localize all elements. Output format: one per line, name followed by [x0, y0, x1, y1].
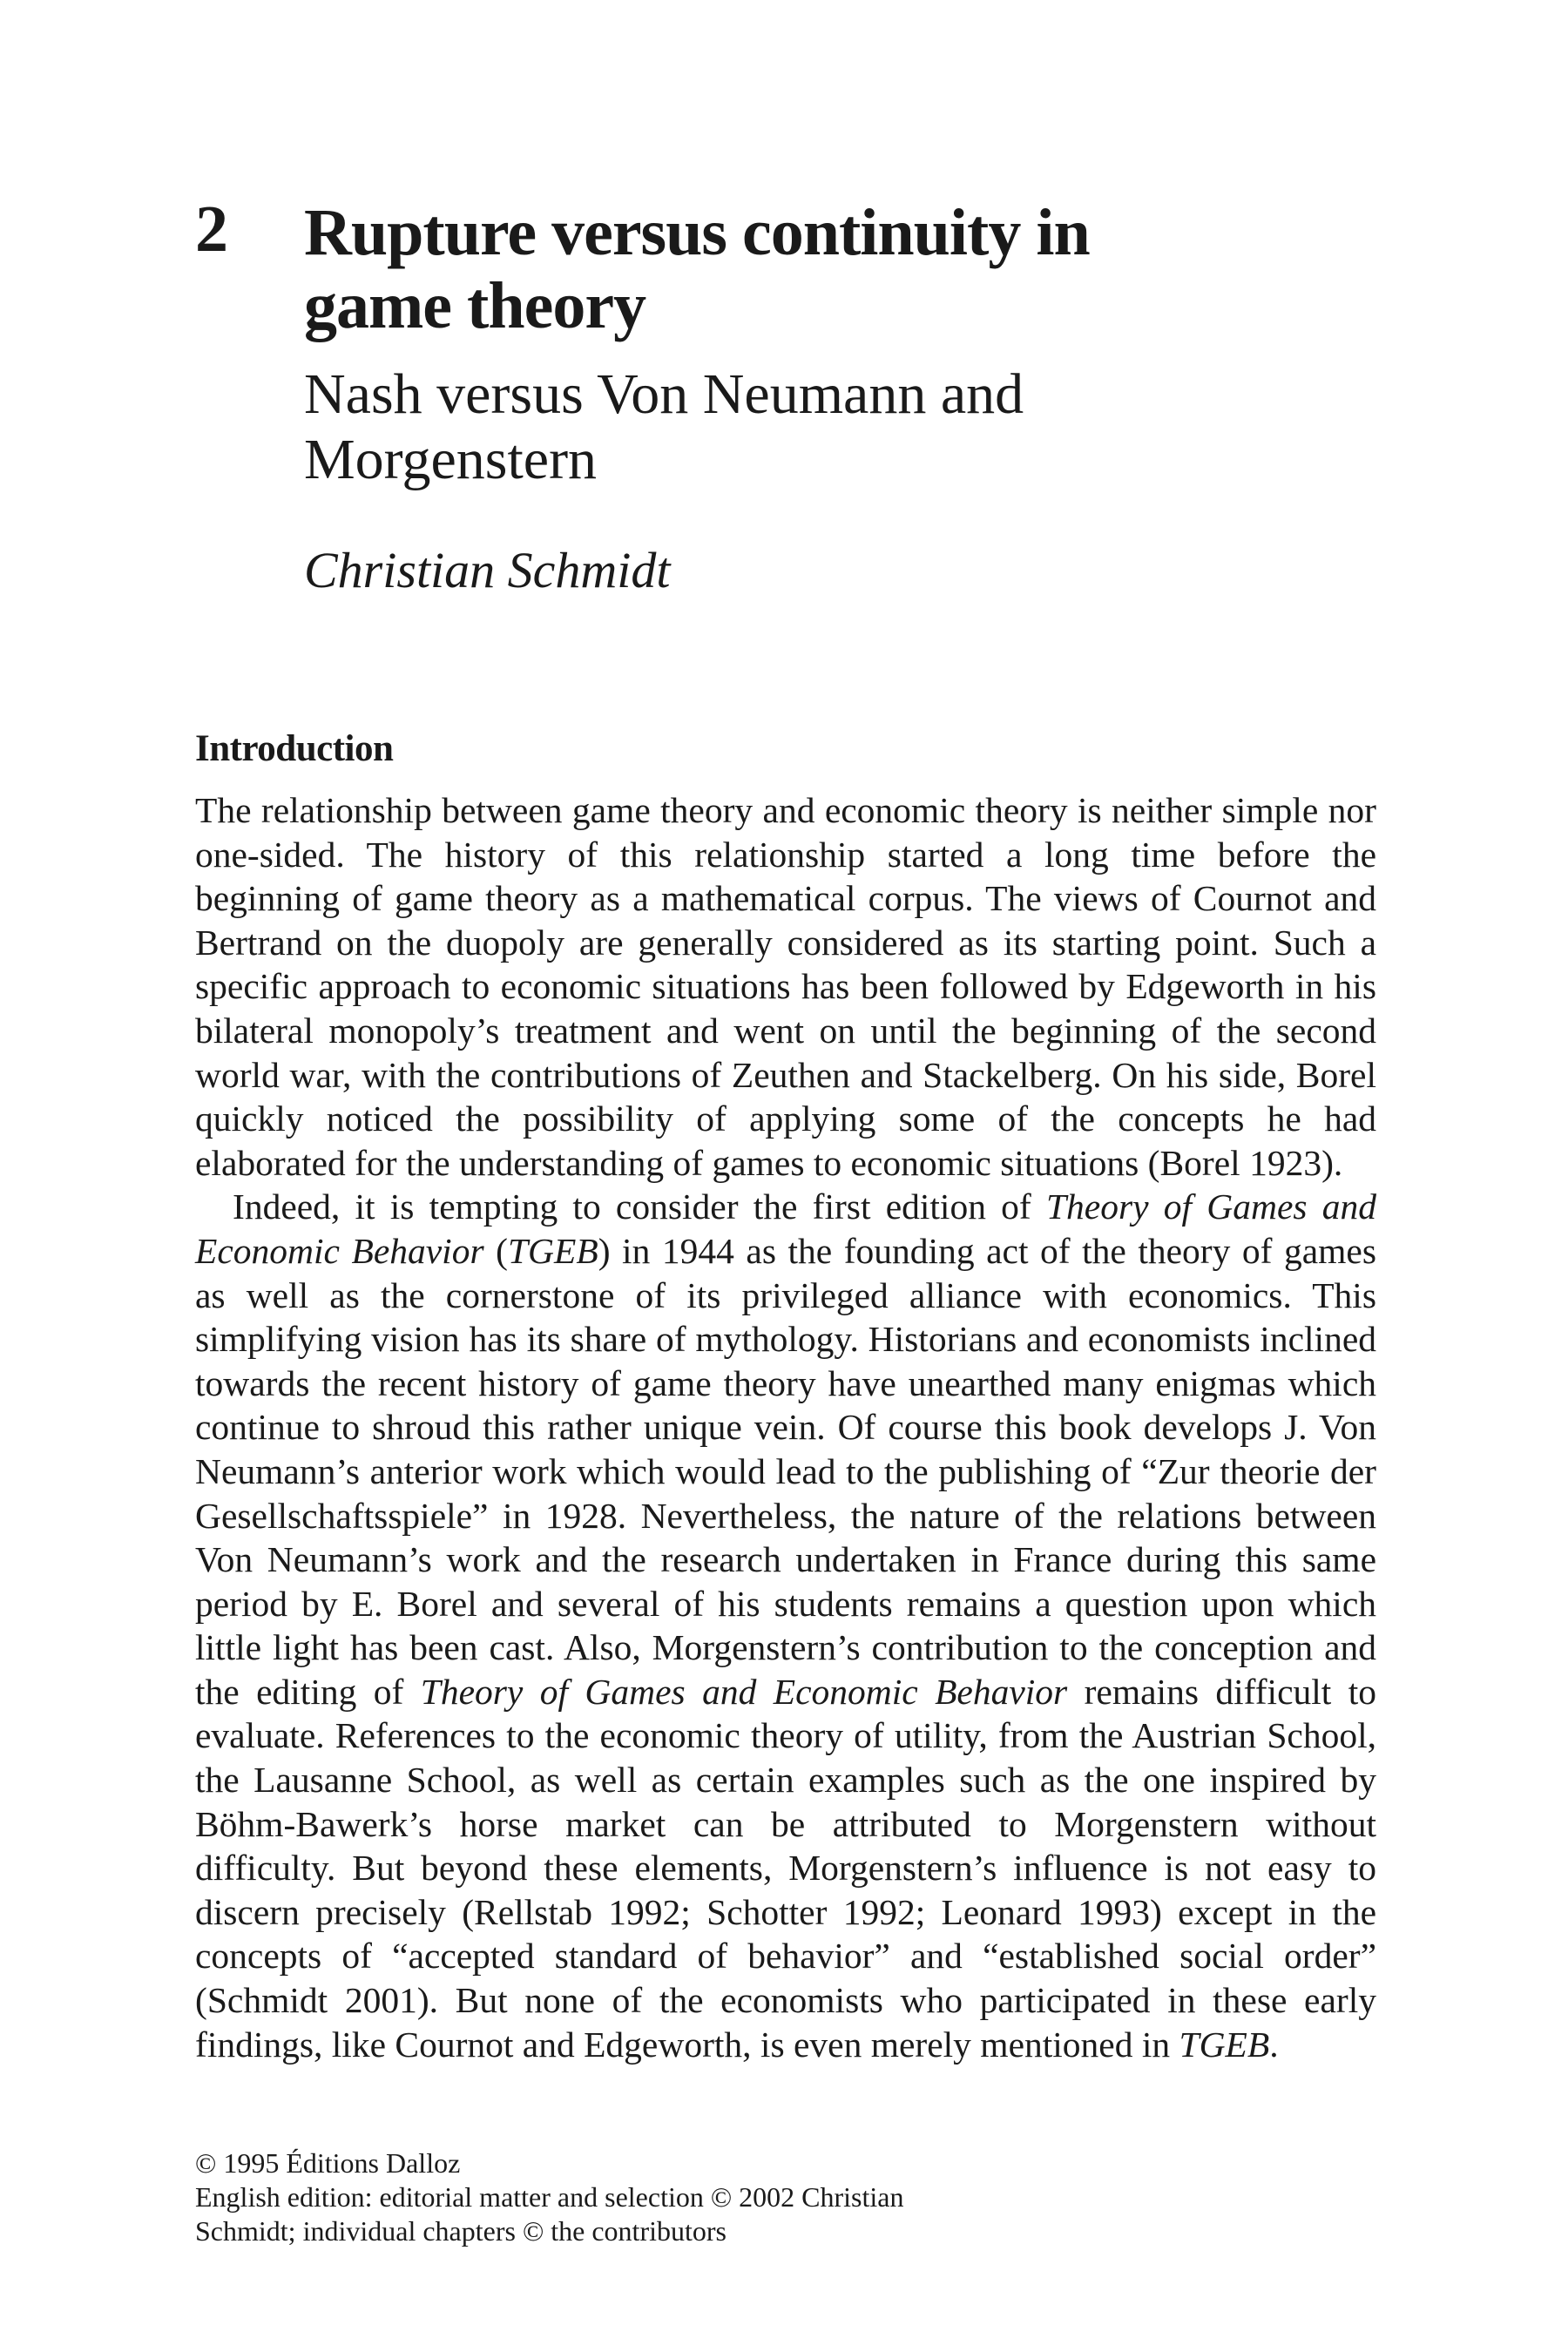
- book-title-italic-2: Theory of Games and Economic Behavior: [420, 1671, 1068, 1712]
- section-heading: Introduction: [195, 728, 394, 769]
- paragraph-2-text-1: Indeed, it is tempting to consider the first edition of: [233, 1186, 1046, 1227]
- acronym-italic: TGEB: [507, 1230, 598, 1271]
- chapter-subtitle-line-1: Nash versus Von Neumann and: [304, 362, 1024, 426]
- chapter-title-line-1: Rupture versus continuity in: [304, 196, 1090, 269]
- paragraph-2-text-2: (: [483, 1230, 508, 1271]
- chapter-subtitle: [304, 362, 1262, 492]
- copyright-line-1: © 1995 Éditions Dalloz: [195, 2147, 461, 2179]
- chapter-subtitle-line-2: Morgenstern: [304, 428, 598, 491]
- paragraph-1: The relationship between game theory and economic theory is neither simple nor one-sided. The history of this relationship started a long time before the beginning of game theory as a mathematical corpus. The views of Cournot and Bertrand on the duopoly are generally considered as its starting point. Such a specific approach to economic situations has been followed by Edgeworth in his bilateral monopoly’s treatment and went on until the beginning of the second world war, with the contributions of Zeuthen and Stackelberg. On his side, Borel quickly noticed the possibility of applying some of the concepts he had elaborated for the understanding of games to economic situations (Borel 1923).: [195, 790, 1376, 1183]
- acronym-italic-2: TGEB: [1179, 2024, 1270, 2065]
- paragraph-2-text-3: ) in 1944 as the founding act of the theory of games as well as the cornerstone of its privileged alliance with economics. This simplifying vision has its share of mythology. Historians and economists inclined towards the recent history of game theory have unearthed many enigmas which continue to shroud this rather unique vein. Of course this book develops J. Von Neumann’s anterior work which would lead to the publishing of “Zur theorie der Gesellschaftsspiele” in 1928. Nevertheless, the nature of the relations between Von Neumann’s work and the research undertaken in France during this same period by E. Borel and several of his students remains a question upon which little light has been cast. Also, Morgenstern’s contribution to the conception and the editing of: [195, 1230, 1377, 1712]
- book-title-italic: Theory of Games and Economic Behavior: [195, 1186, 1376, 1271]
- paragraph-2: [195, 1185, 1376, 2066]
- copyright-line-2: English edition: editorial matter and selection © 2002 Christian: [195, 2181, 904, 2213]
- chapter-number: 2: [195, 193, 228, 266]
- chapter-author: Christian Schmidt: [304, 542, 671, 598]
- paragraph-2-text-5: .: [1269, 2024, 1279, 2065]
- paragraph-2-text-4: remains difficult to evaluate. References to the economic theory of utility, from the Austrian School, the Lausanne School, as well as certain examples such as the one inspired by Böhm-Bawerk’s horse market can be attributed to Morgenstern without difficulty. But beyond these elements, Morgenstern’s influence is not easy to discern precisely (Rellstab 1992; Schotter 1992; Leonard 1993) except in the concepts of “accepted standard of behavior” and “established social order” (Schmidt 2001). But none of the economists who participated in these early findings, like Cournot and Edgeworth, is even merely mentioned in: [195, 1671, 1376, 2065]
- copyright-footer: [195, 2146, 1066, 2248]
- body-text: [195, 788, 1376, 2066]
- chapter-title-line-2: game theory: [304, 269, 646, 342]
- copyright-line-3: Schmidt; individual chapters © the contributors: [195, 2215, 727, 2247]
- chapter-title: [304, 196, 1262, 342]
